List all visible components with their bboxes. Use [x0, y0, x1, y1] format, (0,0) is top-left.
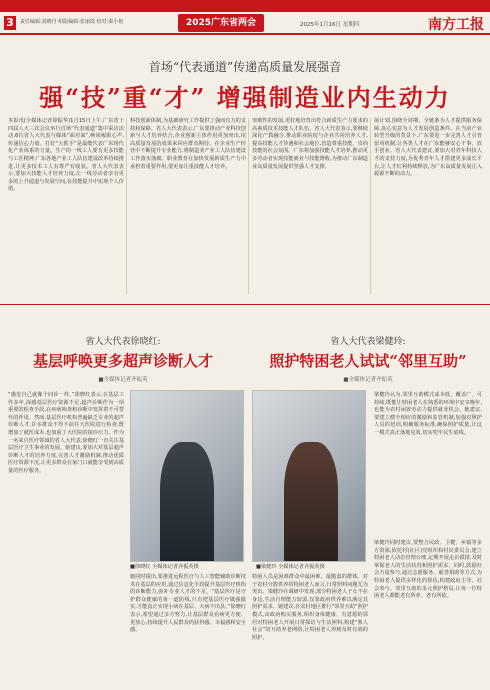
issue-date: 2025年1月16日 星期四: [300, 22, 360, 28]
right-story-headline: 照护特困老人试试“邻里互助”: [269, 352, 467, 370]
left-story-byline: ■全媒体记者齐振英: [98, 377, 148, 383]
portrait-figure: [160, 442, 214, 561]
right-story-photo: [252, 390, 366, 562]
lead-column-3: 突破性的发展,更好地培育出符合新质生产力要求的高素质技术技能人才队伍。省人大代表表示,要继续深化产教融合,推动职业院校与企业共同培养人才,提高技能人才待遇和社会地位,营造尊重技能、崇尚技能的社会氛围。广东将加强技能人才培养,推动更多劳动者实现技能就业与技能增收,为推动广东制造业高质量发展提供坚强人才支撑。: [252, 118, 368, 170]
column-divider: [248, 118, 249, 294]
right-story-pretitle: 省人大代表梁健玲:: [330, 337, 406, 347]
left-photo-caption: ■徐晓红 全媒体记者齐振英摄: [130, 564, 199, 570]
left-story-heading: [8, 334, 238, 383]
left-story-column-2: 她同时提出,要推进远程医疗与人工智能辅助诊断技术在基层的应用,通过信息化手段提升基层医疗机构的诊断能力,弥补专业人才的不足。“基层医疗是守护群众健康的第一道防线,只有把基层医疗做强做实,才能真正实现小病在基层、大病不出县。”徐晓红表示,希望通过多方努力,让基层群众看病更方便、更放心,持续提升人民群众的获得感、幸福感和安全感。: [130, 574, 246, 634]
lead-headline: 强“技”重“才” 增强制造业内生动力: [39, 83, 451, 112]
lead-column-4: 展计划,围绕全周期、全链条为人才提供服务保障,真心实意为人才发展创造条件。在当前产业转型升级的背景下,广东要进一步完善人才引育留用机制,让各类人才在广东能够安心干事、放手创业。省人大代表建议,要加大对青年科技人才的支持力度,为优秀青年人才搭建更多成长平台,让人才红利持续释放,为广东高质量发展注入源源不断的动力。: [374, 118, 482, 178]
page-number: 3: [4, 16, 16, 30]
right-story-byline: ■全媒体记者齐振英: [343, 377, 393, 383]
lead-subtitle: 首场“代表通道”传递高质量发展强音: [148, 60, 342, 74]
section-banner: 2025广东省两会: [178, 14, 264, 32]
right-story-heading: [252, 334, 484, 383]
right-story-column-3: 梁健玲同时建议,要整合民政、卫健、乡镇等多方资源,依托村(社区)党组织和村民委员会,建立特困老人动态管理台账,定期开展走访摸排,及时掌握老人的生活状况和照护需求。同时,鼓励社会力量参与,通过志愿服务、慈善捐助等方式,为特困老人提供多样化的帮扶,构建政府主导、社会参与、邻里互助的多元照护格局,让每一位特困老人都能老有所养、老有所依。: [374, 540, 482, 600]
left-story-pretitle: 省人大代表徐晓红:: [85, 337, 161, 347]
lead-column-1: 本报讯(全媒体记者徐振华)1月15日上午,广东省十四届人大三次会议举行首场“代表通道”集中采访活动,6位省人大代表与媒体“面对面”,畅谈履职心声,传递信心力量。打好“大抓手”是最能代表广东现代化产业体系的力量。生产的一线工人要有更多技能与工匠精神,广东各地产业工人队伍建设改革持续推进,让更多技术工人有尊严有收获。省人大代表表示,要加大技能人才培养力度,让一线劳动者享有更多的上升通道与发展空间,在技能提升中实现个人价值。: [8, 118, 124, 193]
header-rule: [0, 33, 490, 35]
right-photo-caption: ■梁健玲 全媒体记者齐振英摄: [256, 564, 325, 570]
header-red-bar: [0, 0, 490, 12]
left-story-headline: 基层呼唤更多超声诊断人才: [32, 352, 213, 370]
lead-column-2: 科技创新体制,为基础研究工作提供了强而有力的支持和保障。省人大代表表示,广东要推动产业科技创新与人才培养结合,企业创新主体作用更加突出,用高质量发展的成果来回应群众期待。在企业生产经营中不断提升专业能力,将制造业产业工人队伍建设工作落实落细。职业教育在加快发展新质生产力中承担着重要作用,要更加注重技能人才培养。: [130, 118, 246, 170]
left-story-column-1: “感觉自己就像个问诊一样。”徐晓红表示,在基层工作多年,深感基层医疗资源不足,超声诊断作为一项重要的检查手段,在疾病筛查和诊断中发挥着不可替代的作用。然而,基层医疗机构普遍缺乏专业的超声诊断人才,许多群众不得不前往大医院进行检查,既增加了就医成本,也加重了大医院的接诊压力。作为一名来自医疗领域的省人大代表,徐晓红一直关注基层医疗卫生事业的发展。她建议,要加大对基层超声诊断人才的培养力度,完善人才激励机制,推动优质医疗资源下沉,让更多群众在家门口就能享受到高质量的医疗服务。: [8, 392, 124, 474]
editor-credits: 责任编辑:刘晓丹 组版编辑:张丽霞 校对:秦小艳: [20, 19, 124, 25]
newspaper-logo: 南方工报: [428, 17, 484, 33]
section-rule: [0, 304, 490, 305]
column-divider: [126, 118, 127, 294]
portrait-figure: [284, 442, 338, 561]
right-story-column-1: 特困人员是困难群众中最困难、最脆弱的群体。对于农村分散供养的特困老人而言,日常照料问题尤为突出。梁健玲在调研中发现,部分特困老人子女不在身边,生活自理能力较弱,仅靠政府供养难以满足其照护需求。她建议,在农村地区推行“邻里互助”照护模式,由政府购买服务,组织身体健康、有意愿的邻居对特困老人开展日常探访与生活照料,构建“熟人社会”的互助养老网络,让特困老人得到及时有效的照护。: [252, 574, 368, 641]
left-story-photo: [130, 390, 244, 562]
right-story-column-2: 梁健玲认为,邻里互助模式成本低、覆盖广、可持续,既能让特困老人在熟悉的环境中安享晚年,也能为农村闲置劳动力提供就业机会。她建议,要建立健全相应的激励和监管机制,加强对照护人员的培训,明确服务标准,确保照护质量,让这一模式真正落地见效,切实兜牢民生底线。: [374, 392, 482, 436]
page-header: [0, 0, 490, 33]
column-divider: [370, 118, 371, 294]
